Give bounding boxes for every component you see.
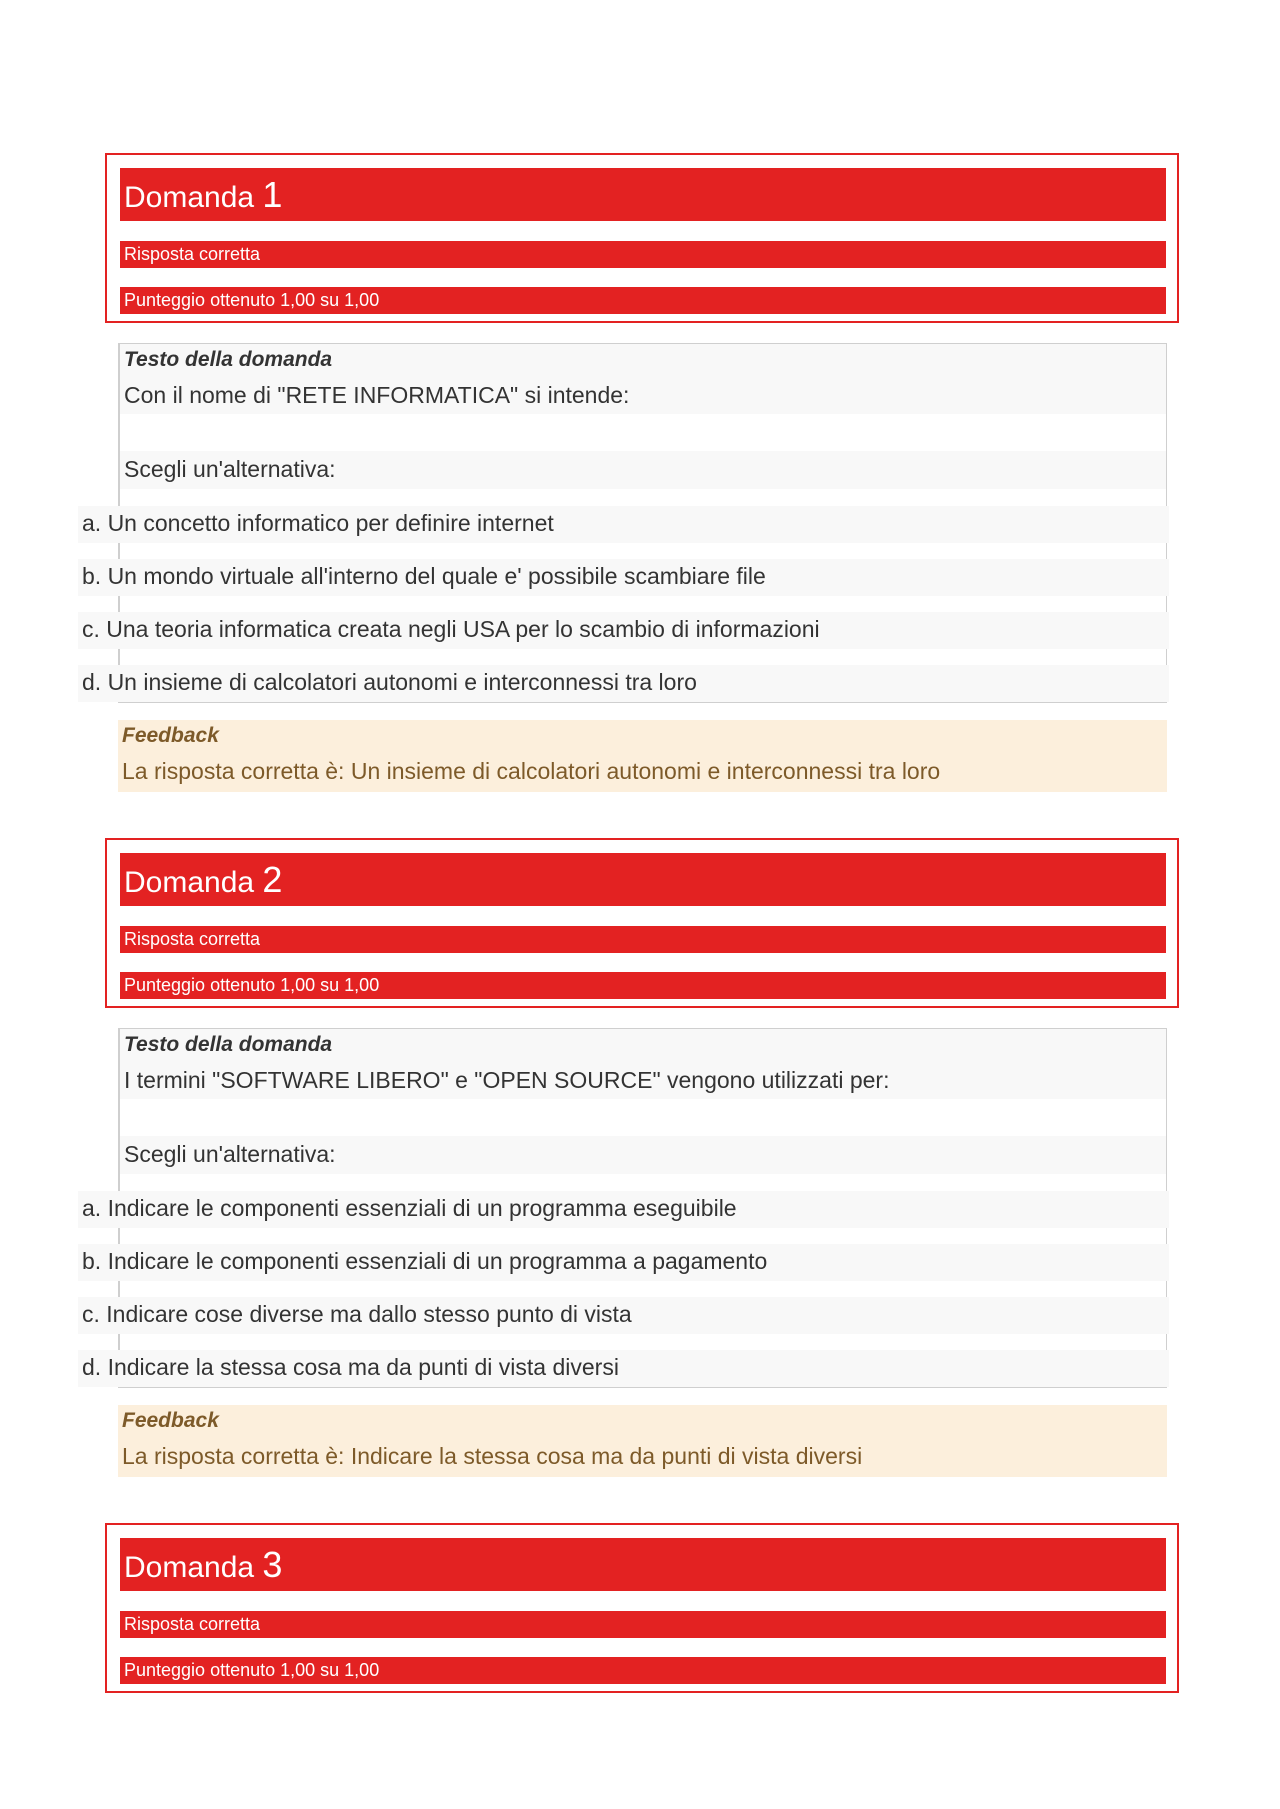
answer-option-c[interactable] [78,1297,1169,1334]
answer-prompt: Scegli un'alternativa: [124,1141,336,1167]
answer-option-b[interactable] [78,1244,1169,1281]
answer-option-text: a. Indicare le componenti essenziali di un programma eseguibile [82,1195,737,1221]
question-text: Con il nome di "RETE INFORMATICA" si intende: [124,382,630,408]
question-text: I termini "SOFTWARE LIBERO" e "OPEN SOURCE" vengono utilizzati per: [124,1067,890,1093]
question-2-feedback [118,1405,1167,1477]
question-text-block [120,1029,1166,1099]
question-1-title [120,168,1166,221]
question-text-block [120,344,1166,414]
feedback-label: Feedback [122,1409,219,1432]
answer-prompt-row [120,1136,1166,1174]
question-1-state: Risposta corretta [120,241,1166,268]
question-2-grade: Punteggio ottenuto 1,00 su 1,00 [120,972,1166,999]
answer-option-a[interactable] [78,506,1169,543]
answer-prompt-row [120,451,1166,489]
question-text-label: Testo della domanda [124,1033,333,1056]
feedback-label: Feedback [122,724,219,747]
answer-prompt: Scegli un'alternativa: [124,456,336,482]
question-number: 3 [262,1544,283,1585]
question-2-title [120,853,1166,906]
feedback-text: La risposta corretta è: Indicare la stessa cosa ma da punti di vista diversi [122,1443,863,1469]
question-title-word: Domanda [124,181,255,214]
question-3-title [120,1538,1166,1591]
question-2-state: Risposta corretta [120,926,1166,953]
question-2-info [105,838,1179,1008]
answer-option-text: d. Un insieme di calcolatori autonomi e interconnessi tra loro [82,669,697,695]
question-1-feedback [118,720,1167,792]
question-number: 1 [262,174,283,215]
question-3-state: Risposta corretta [120,1611,1166,1638]
answer-option-text: c. Una teoria informatica creata negli USA per lo scambio di informazioni [82,616,820,642]
question-title-word: Domanda [124,866,255,899]
feedback-text: La risposta corretta è: Un insieme di calcolatori autonomi e interconnessi tra loro [122,758,941,784]
answer-option-d[interactable] [78,1350,1169,1387]
answer-option-text: b. Un mondo virtuale all'interno del quale e' possibile scambiare file [82,563,766,589]
question-text-label: Testo della domanda [124,348,333,371]
question-3-info [105,1523,1179,1693]
answer-option-b[interactable] [78,559,1169,596]
question-3-grade: Punteggio ottenuto 1,00 su 1,00 [120,1657,1166,1684]
answer-option-a[interactable] [78,1191,1169,1228]
answer-option-text: c. Indicare cose diverse ma dallo stesso punto di vista [82,1301,632,1327]
question-1-info [105,153,1179,323]
question-title-word: Domanda [124,1551,255,1584]
answer-option-text: a. Un concetto informatico per definire internet [82,510,554,536]
answer-option-text: d. Indicare la stessa cosa ma da punti di vista diversi [82,1354,619,1380]
question-1-grade: Punteggio ottenuto 1,00 su 1,00 [120,287,1166,314]
answer-option-d[interactable] [78,665,1169,702]
answer-option-c[interactable] [78,612,1169,649]
question-number: 2 [262,859,283,900]
answer-option-text: b. Indicare le componenti essenziali di un programma a pagamento [82,1248,768,1274]
